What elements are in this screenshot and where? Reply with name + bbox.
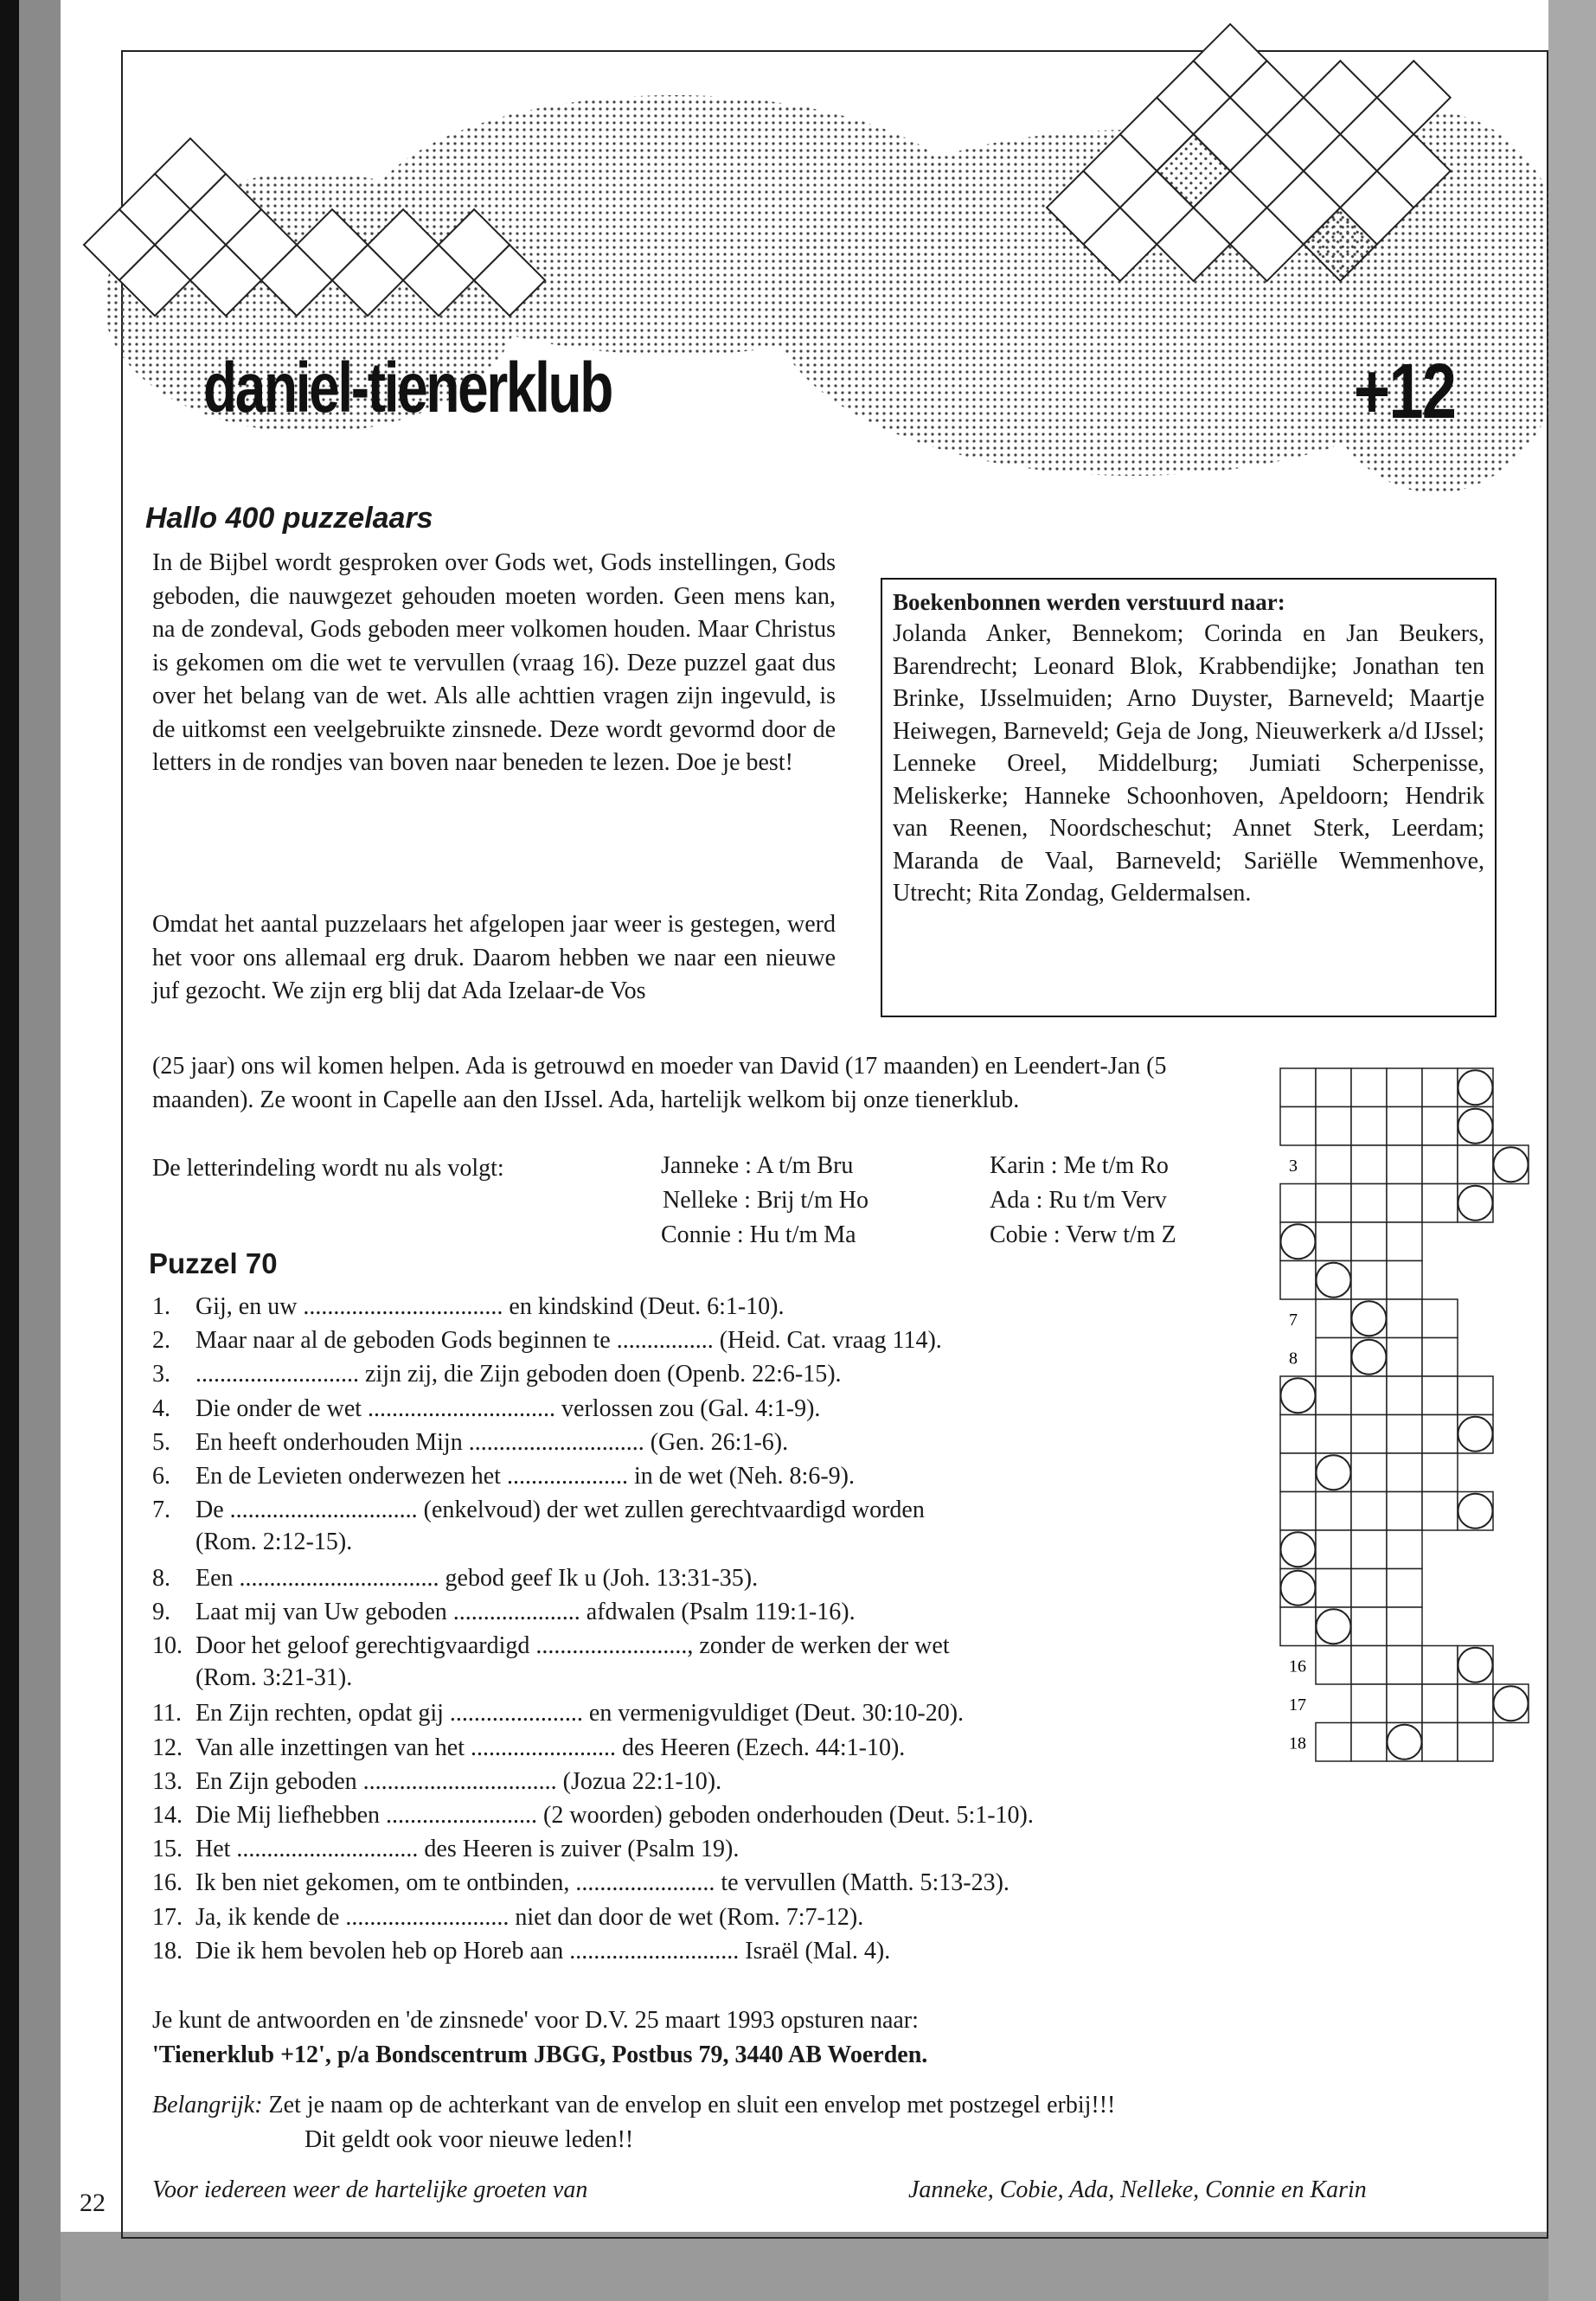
grid-cell[interactable]: [1387, 1492, 1422, 1531]
grid-cell[interactable]: [1387, 1376, 1422, 1415]
grid-cell[interactable]: [1316, 1376, 1351, 1415]
grid-cell[interactable]: [1316, 1145, 1351, 1184]
letter-allocation-intro: De letterindeling wordt nu als volgt:: [152, 1155, 504, 1182]
send-instructions: Je kunt de antwoorden en 'de zinsnede' voor D.V. 25 maart 1993 opsturen naar:: [152, 2007, 919, 2034]
greeting-heading: Hallo 400 puzzelaars: [145, 502, 433, 535]
scan-edge-right: [1548, 0, 1596, 2301]
grid-cell[interactable]: [1351, 1684, 1387, 1723]
grid-cell[interactable]: [1351, 1607, 1387, 1646]
grid-cell[interactable]: [1458, 1145, 1493, 1184]
crossword-grid: [1272, 1051, 1531, 1804]
grid-cell[interactable]: [1422, 1068, 1458, 1107]
question-continuation: (Rom. 3:21-31).: [195, 1664, 353, 1691]
question-item: [152, 1494, 925, 1558]
grid-circle-cell[interactable]: [1281, 1224, 1316, 1259]
age-label: +12: [1354, 349, 1456, 435]
question-item: [152, 1901, 863, 1933]
grid-cell[interactable]: [1422, 1338, 1458, 1377]
grid-cell[interactable]: [1387, 1145, 1422, 1184]
grid-cell[interactable]: [1422, 1415, 1458, 1454]
grid-cell[interactable]: [1422, 1723, 1458, 1762]
grid-cell[interactable]: [1387, 1299, 1422, 1338]
prize-winners-box: [881, 578, 1497, 1017]
grid-cell[interactable]: [1351, 1415, 1387, 1454]
grid-cell[interactable]: [1316, 1492, 1351, 1531]
question-item: [152, 1799, 1034, 1831]
grid-cell[interactable]: [1280, 1492, 1316, 1531]
grid-circle-cell[interactable]: [1458, 1494, 1493, 1529]
grid-circle-cell[interactable]: [1352, 1301, 1387, 1336]
grid-cell[interactable]: [1280, 1453, 1316, 1492]
grid-circle-cell[interactable]: [1281, 1378, 1316, 1413]
grid-cell[interactable]: [1458, 1376, 1493, 1415]
grid-cell[interactable]: [1351, 1376, 1387, 1415]
grid-cell[interactable]: [1316, 1184, 1351, 1223]
intro-paragraph-3: (25 jaar) ons wil komen helpen. Ada is getrouwd en moeder van David (17 maanden) en Leendert-Jan (5 maanden). Ze woont in Capelle aan den IJssel. Ada, hartelijk welkom bij onze tienerklub.: [152, 1053, 1167, 1113]
grid-cell[interactable]: [1280, 1107, 1316, 1146]
grid-cell[interactable]: [1316, 1299, 1351, 1338]
grid-cell[interactable]: [1387, 1684, 1422, 1723]
grid-circle-cell[interactable]: [1458, 1186, 1493, 1221]
send-address: 'Tienerklub +12', p/a Bondscentrum JBGG, Postbus 79, 3440 AB Woerden.: [152, 2041, 928, 2068]
scan-edge-left: [0, 0, 19, 2301]
question-text: Ik ben niet gekomen, om te ontbinden, ....................... te vervullen (Matth. 5:13-23).: [195, 1869, 1010, 1897]
grid-circle-cell[interactable]: [1281, 1532, 1316, 1567]
question-item: [152, 1596, 856, 1628]
question-number: 9.: [152, 1598, 170, 1625]
grid-circle-cell[interactable]: [1494, 1686, 1529, 1721]
grid-circle-cell[interactable]: [1388, 1725, 1422, 1759]
grid-cell[interactable]: [1316, 1222, 1351, 1261]
grid-cell[interactable]: [1422, 1646, 1458, 1685]
grid-cell[interactable]: [1351, 1068, 1387, 1107]
grid-cell[interactable]: [1316, 1338, 1351, 1377]
question-number: 7.: [152, 1497, 170, 1524]
brand-title: daniel-tienerklub: [203, 349, 612, 427]
grid-cell[interactable]: [1351, 1492, 1387, 1531]
question-number: 8.: [152, 1564, 170, 1592]
grid-cell[interactable]: [1280, 1607, 1316, 1646]
question-text: En de Levieten onderwezen het .................... in de wet (Neh. 8:6-9).: [195, 1463, 855, 1490]
grid-cell[interactable]: [1351, 1145, 1387, 1184]
question-text: Die Mij liefhebben ......................... (2 woorden) geboden onderhouden (Deut. 5:1-10).: [195, 1802, 1034, 1829]
grid-row-number: 16: [1289, 1657, 1306, 1676]
allocation-item: Connie : Hu t/m Ma: [661, 1221, 856, 1248]
grid-circle-cell[interactable]: [1458, 1109, 1493, 1144]
question-number: 14.: [152, 1802, 183, 1829]
question-text: Een ................................. gebod geef Ik u (Joh. 13:31-35).: [195, 1564, 759, 1592]
grid-cell[interactable]: [1387, 1107, 1422, 1146]
grid-cell[interactable]: [1316, 1530, 1351, 1569]
grid-cell[interactable]: [1387, 1415, 1422, 1454]
grid-row-number: 18: [1289, 1734, 1306, 1753]
grid-circle-cell[interactable]: [1458, 1648, 1493, 1682]
question-number: 5.: [152, 1428, 170, 1456]
question-item: [152, 1562, 758, 1594]
intro-paragraph-1: In de Bijbel wordt gesproken over Gods wet, Gods instellingen, Gods geboden, die nauwgezet gehouden moeten worden. Geen mens kan, na de zondeval, Gods geboden meer volkomen houden. Maar Christus is gekomen om die wet te vervullen (vraag 16). Deze puzzel gaat dus over het belang van de wet. Als alle achttien vragen zijn ingevuld, is de uitkomst een veelgebruikte zinsnede. Deze wordt gevormd door de letters in de rondjes van boven naar beneden te lezen. Doe je best!: [152, 549, 836, 776]
grid-cell[interactable]: [1280, 1068, 1316, 1107]
grid-cell[interactable]: [1422, 1684, 1458, 1723]
question-item: [152, 1867, 1010, 1899]
question-item: [152, 1766, 721, 1798]
question-text: Gij, en uw ................................. en kindskind (Deut. 6:1-10).: [195, 1293, 785, 1320]
question-number: 15.: [152, 1836, 183, 1863]
question-item: [152, 1358, 842, 1390]
grid-cell[interactable]: [1387, 1222, 1422, 1261]
new-members-note: Dit geldt ook voor nieuwe leden!!: [304, 2126, 634, 2153]
question-item: [152, 1324, 942, 1356]
grid-row-number: 17: [1289, 1695, 1306, 1715]
question-item: [152, 1697, 964, 1729]
grid-row-number: 8: [1289, 1349, 1298, 1368]
header-decoration: [52, 17, 1548, 502]
grid-cell[interactable]: [1387, 1068, 1422, 1107]
question-number: 2.: [152, 1327, 170, 1355]
grid-cell[interactable]: [1387, 1607, 1422, 1646]
question-text: Ja, ik kende de ........................... niet dan door de wet (Rom. 7:7-12).: [195, 1903, 864, 1931]
grid-circle-cell[interactable]: [1281, 1571, 1316, 1606]
question-text: De ............................... (enkelvoud) der wet zullen gerechtvaardigd worden: [195, 1497, 925, 1524]
grid-cell[interactable]: [1422, 1145, 1458, 1184]
grid-cell[interactable]: [1351, 1569, 1387, 1608]
question-text: En Zijn rechten, opdat gij ...................... en vermenigvuldiget (Deut. 30:10-20).: [195, 1700, 965, 1727]
question-number: 17.: [152, 1903, 183, 1931]
question-item: [152, 1630, 950, 1694]
grid-cell[interactable]: [1458, 1723, 1493, 1762]
question-number: 3.: [152, 1361, 170, 1388]
grid-cell[interactable]: [1351, 1222, 1387, 1261]
grid-cell[interactable]: [1316, 1646, 1351, 1685]
grid-row-number: 7: [1289, 1311, 1298, 1330]
allocation-item: Cobie : Verw t/m Z: [990, 1221, 1176, 1248]
grid-cell[interactable]: [1387, 1646, 1422, 1685]
closing-greeting: Voor iedereen weer de hartelijke groeten van: [152, 2176, 588, 2203]
puzzle-title: Puzzel 70: [149, 1247, 278, 1279]
grid-circle-cell[interactable]: [1494, 1147, 1529, 1182]
question-text: Door het geloof gerechtigvaardigd ........................., zonder de werken der wet: [195, 1632, 950, 1659]
prize-winners-list: Jolanda Anker, Bennekom; Corinda en Jan Beukers, Barendrecht; Leonard Blok, Krabbendijke; Jonathan ten Brinke, IJsselmuiden; Arno Duyster, Barneveld; Maartje Heiwegen, Barneveld; Geja de Jong, Nieuwerkerk a/d IJssel; Lenneke Oreel, Middelburg; Jumiati Scherpenisse, Meliskerke; Hanneke Schoonhoven, Apeldoorn; Hendrik van Reenen, Noordscheschut; Annet Sterk, Leerdam; Maranda de Vaal, Barneveld; Sariëlle Wemmenhove, Utrecht; Rita Zondag, Geldermalsen.: [893, 620, 1484, 907]
grid-circle-cell[interactable]: [1317, 1609, 1351, 1644]
grid-cell[interactable]: [1351, 1646, 1387, 1685]
page-number: 22: [80, 2189, 106, 2217]
question-item: [152, 1935, 890, 1967]
question-text: En heeft onderhouden Mijn ............................. (Gen. 26:1-6).: [195, 1428, 789, 1456]
grid-cell[interactable]: [1351, 1261, 1387, 1300]
grid-cell[interactable]: [1387, 1338, 1422, 1377]
question-text: Die onder de wet ............................... verlossen zou (Gal. 4:1-9).: [195, 1394, 821, 1422]
question-number: 13.: [152, 1767, 183, 1795]
allocation-item: Janneke : A t/m Bru: [661, 1152, 854, 1179]
question-text: Die ik hem bevolen heb op Horeb aan ............................ Israël (Mal. 4).: [195, 1937, 891, 1965]
grid-cell[interactable]: [1351, 1530, 1387, 1569]
grid-cell[interactable]: [1422, 1107, 1458, 1146]
grid-cell[interactable]: [1387, 1453, 1422, 1492]
question-text: En Zijn geboden ................................ (Jozua 22:1-10).: [195, 1767, 722, 1795]
grid-cell[interactable]: [1351, 1723, 1387, 1762]
question-item: [152, 1393, 820, 1425]
question-item: [152, 1833, 739, 1865]
question-text: ........................... zijn zij, die Zijn geboden doen (Openb. 22:6-15).: [195, 1361, 842, 1388]
grid-cell[interactable]: [1387, 1569, 1422, 1608]
intro-paragraph-2: Omdat het aantal puzzelaars het afgelopen jaar weer is gestegen, werd het voor ons allemaal erg druk. Daarom hebben we naar een nieuwe juf gezocht. We zijn erg blij dat Ada Izelaar-de Vos: [152, 911, 836, 1004]
grid-cell[interactable]: [1351, 1184, 1387, 1223]
grid-cell[interactable]: [1316, 1068, 1351, 1107]
grid-circle-cell[interactable]: [1352, 1340, 1387, 1375]
question-text: Laat mij van Uw geboden ..................... afdwalen (Psalm 119:1-16).: [195, 1598, 856, 1625]
important-text: Zet je naam op de achterkant van de envelop en sluit een envelop met postzegel erbij!!!: [268, 2092, 1116, 2118]
grid-cell[interactable]: [1316, 1569, 1351, 1608]
grid-cell[interactable]: [1316, 1723, 1351, 1762]
question-number: 16.: [152, 1869, 183, 1897]
grid-cell[interactable]: [1387, 1530, 1422, 1569]
grid-cell[interactable]: [1351, 1453, 1387, 1492]
question-text: Maar naar al de geboden Gods beginnen te ................ (Heid. Cat. vraag 114).: [195, 1327, 942, 1355]
grid-cell[interactable]: [1387, 1261, 1422, 1300]
question-text: Het .............................. des Heeren is zuiver (Psalm 19).: [195, 1836, 740, 1863]
question-item: [152, 1460, 855, 1492]
grid-cell[interactable]: [1316, 1415, 1351, 1454]
allocation-item: Ada : Ru t/m Verv: [990, 1187, 1167, 1214]
grid-circle-cell[interactable]: [1458, 1417, 1493, 1452]
allocation-item: Karin : Me t/m Ro: [990, 1152, 1169, 1179]
question-text: Van alle inzettingen van het ........................ des Heeren (Ezech. 44:1-10).: [195, 1734, 906, 1761]
grid-circle-cell[interactable]: [1317, 1263, 1351, 1298]
grid-cell[interactable]: [1280, 1261, 1316, 1300]
grid-circle-cell[interactable]: [1317, 1455, 1351, 1490]
grid-cell[interactable]: [1387, 1184, 1422, 1223]
grid-row-number: 3: [1289, 1157, 1298, 1176]
question-item: [152, 1291, 785, 1323]
question-item: [152, 1426, 788, 1458]
question-continuation: (Rom. 2:12-15).: [195, 1529, 353, 1556]
grid-cell[interactable]: [1280, 1415, 1316, 1454]
grid-cell[interactable]: [1422, 1376, 1458, 1415]
question-number: 4.: [152, 1394, 170, 1422]
grid-cell[interactable]: [1422, 1184, 1458, 1223]
scan-edge-bottom: [61, 2232, 1548, 2301]
grid-cell[interactable]: [1280, 1184, 1316, 1223]
grid-cell[interactable]: [1422, 1453, 1458, 1492]
grid-cell[interactable]: [1422, 1299, 1458, 1338]
question-number: 18.: [152, 1937, 183, 1965]
allocation-item: Nelleke : Brij t/m Ho: [663, 1187, 869, 1214]
grid-cell[interactable]: [1422, 1492, 1458, 1531]
important-note: [152, 2092, 1115, 2119]
grid-circle-cell[interactable]: [1458, 1070, 1493, 1105]
grid-cell[interactable]: [1316, 1107, 1351, 1146]
grid-cell[interactable]: [1351, 1107, 1387, 1146]
prize-winners-title: Boekenbonnen werden verstuurd naar:: [893, 589, 1285, 615]
important-label: Belangrijk:: [152, 2092, 263, 2118]
question-number: 6.: [152, 1463, 170, 1490]
question-number: 12.: [152, 1734, 183, 1761]
question-item: [152, 1732, 905, 1764]
question-number: 10.: [152, 1632, 183, 1659]
closing-signatures: Janneke, Cobie, Ada, Nelleke, Connie en Karin: [908, 2176, 1367, 2203]
question-number: 11.: [152, 1700, 182, 1727]
grid-cell[interactable]: [1458, 1684, 1493, 1723]
question-number: 1.: [152, 1293, 170, 1320]
